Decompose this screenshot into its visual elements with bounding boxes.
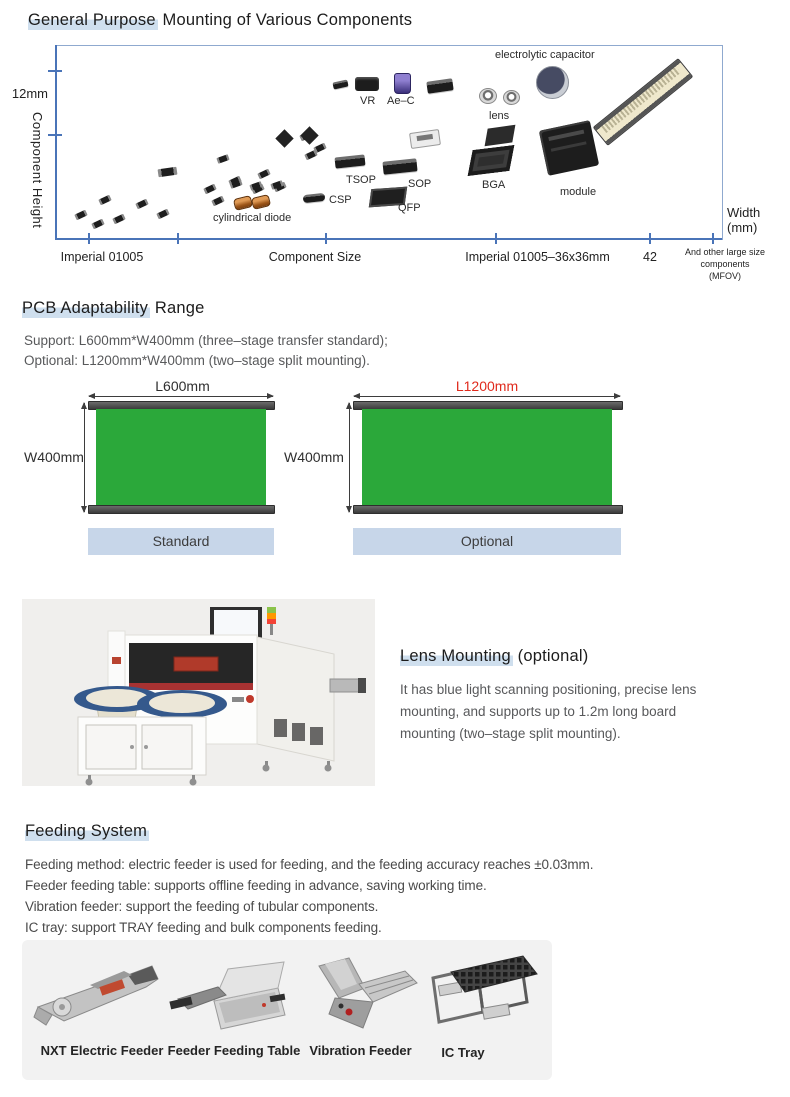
label-module: module	[560, 186, 597, 198]
label-aec: Ae–C	[387, 95, 415, 107]
x-tick-1	[88, 233, 90, 244]
lens-heading-rest: (optional)	[512, 647, 589, 665]
fig1-length-label: L600mm	[155, 378, 210, 394]
y-tick-1	[48, 70, 62, 72]
nxt-feeder-illustration	[32, 955, 172, 1040]
x-label-other-large-2: components	[700, 259, 750, 269]
x-label-other-large-1: And other large size	[684, 247, 766, 257]
label-vr: VR	[360, 95, 376, 107]
x-tick-6	[712, 233, 714, 244]
fig1-width-label: W400mm	[24, 449, 84, 465]
lens-body-line3: mounting (two–stage split mounting).	[400, 726, 621, 741]
ic-tray-image	[425, 950, 540, 1040]
feeder-feeding-table-image	[168, 955, 298, 1040]
label-tsop: TSOP	[346, 174, 376, 186]
vibration-feeder-image	[303, 952, 423, 1040]
feeding-line2: Feeder feeding table: supports offline feeding in advance, saving working time.	[25, 878, 487, 893]
nxt-electric-feeder-image	[32, 955, 172, 1040]
x-tick-3	[325, 233, 327, 244]
vibration-feeder-illustration	[303, 952, 423, 1040]
feeding-line3: Vibration feeder: support the feeding of tubular components.	[25, 899, 379, 914]
x-axis-title-line1: Width	[727, 205, 761, 220]
module-marking-1	[548, 130, 584, 141]
feeder-label-vibration: Vibration Feeder	[309, 1043, 412, 1058]
module-marking-2	[551, 141, 587, 151]
lens-icon-1	[479, 88, 497, 104]
fig2-pcb-area	[362, 409, 612, 505]
lens-icon-2	[503, 90, 520, 105]
x-label-component-size: Component Size	[268, 250, 362, 264]
page-title	[28, 11, 412, 30]
x-tick-5	[649, 233, 651, 244]
lens-heading-highlight: Lens Mounting	[400, 647, 511, 665]
feeding-line1: Feeding method: electric feeder is used for feeding, and the feeding accuracy reaches ±0.03mm.	[25, 857, 594, 872]
label-csp: CSP	[329, 194, 352, 206]
pcb-optional-line: Optional: L1200mm*W400mm (two–stage split mounting).	[24, 353, 370, 368]
page-title-rest: Mounting of Various Components	[157, 11, 413, 29]
vr-component-icon	[355, 77, 379, 91]
x-label-42: 42	[643, 250, 657, 264]
feeding-heading-highlight: Feeding System	[25, 822, 148, 840]
pcb-support-line: Support: L600mm*W400mm (three–stage transfer standard);	[24, 333, 388, 348]
ic-tray-illustration	[425, 950, 540, 1040]
machine-illustration	[22, 599, 375, 786]
feeding-heading	[25, 822, 149, 841]
feeding-table-illustration	[168, 955, 298, 1040]
lens-body-line2: mounting, and supports up to 1.2m long board	[400, 704, 677, 719]
fig2-length-arrow	[354, 396, 620, 397]
label-electrolytic-capacitor: electrolytic capacitor	[495, 49, 595, 61]
pcb-heading-rest: Range	[150, 299, 205, 317]
x-axis	[55, 238, 722, 240]
pcb-heading-highlight: PCB Adaptability	[22, 299, 149, 317]
label-qfp: QFP	[398, 202, 421, 214]
x-label-other-large-3: (MFOV)	[709, 271, 741, 281]
x-axis-title-line2: (mm)	[727, 220, 758, 235]
y-axis	[55, 45, 57, 240]
y-axis-title: Component Height	[30, 112, 45, 229]
fig2-rail-bottom	[353, 505, 623, 514]
feeding-line4: IC tray: support TRAY feeding and bulk components feeding.	[25, 920, 382, 935]
fig1-caption: Standard	[88, 528, 274, 555]
x-label-imperial-36x36: Imperial 01005–36x36mm	[465, 250, 610, 264]
x-label-imperial01005: Imperial 01005	[60, 250, 144, 264]
fig1-width-arrow	[84, 403, 85, 512]
open-frame-center	[417, 134, 434, 141]
label-cylindrical-diode: cylindrical diode	[213, 212, 292, 224]
machine-photo	[22, 599, 375, 786]
fig2-width-label: W400mm	[284, 449, 344, 465]
x-tick-2	[177, 233, 179, 244]
y-tick-2	[48, 134, 62, 136]
fig1-rail-bottom	[88, 505, 275, 514]
aec-component-icon	[394, 73, 411, 94]
x-tick-4	[495, 233, 497, 244]
pcb-heading	[22, 299, 205, 318]
fig2-width-arrow	[349, 403, 350, 512]
page-title-highlight: General Purpose	[28, 11, 156, 29]
fig1-pcb-area	[96, 409, 266, 505]
fig1-length-arrow	[89, 396, 273, 397]
feeder-label-nxt: NXT Electric Feeder	[40, 1043, 164, 1058]
feeder-label-table: Feeder Feeding Table	[167, 1043, 301, 1058]
electrolytic-capacitor-icon	[536, 66, 569, 99]
fig2-length-label: L1200mm	[455, 378, 519, 394]
feeder-label-ictray: IC Tray	[441, 1045, 485, 1060]
label-sop: SOP	[408, 178, 432, 190]
label-bga: BGA	[482, 179, 506, 191]
component-diagram-frame	[55, 45, 723, 240]
lens-heading	[400, 647, 588, 666]
fig2-caption: Optional	[353, 528, 621, 555]
y-axis-tick-label: 12mm	[11, 86, 48, 101]
label-lens: lens	[489, 110, 510, 122]
lens-body-line1: It has blue light scanning positioning, precise lens	[400, 682, 697, 697]
